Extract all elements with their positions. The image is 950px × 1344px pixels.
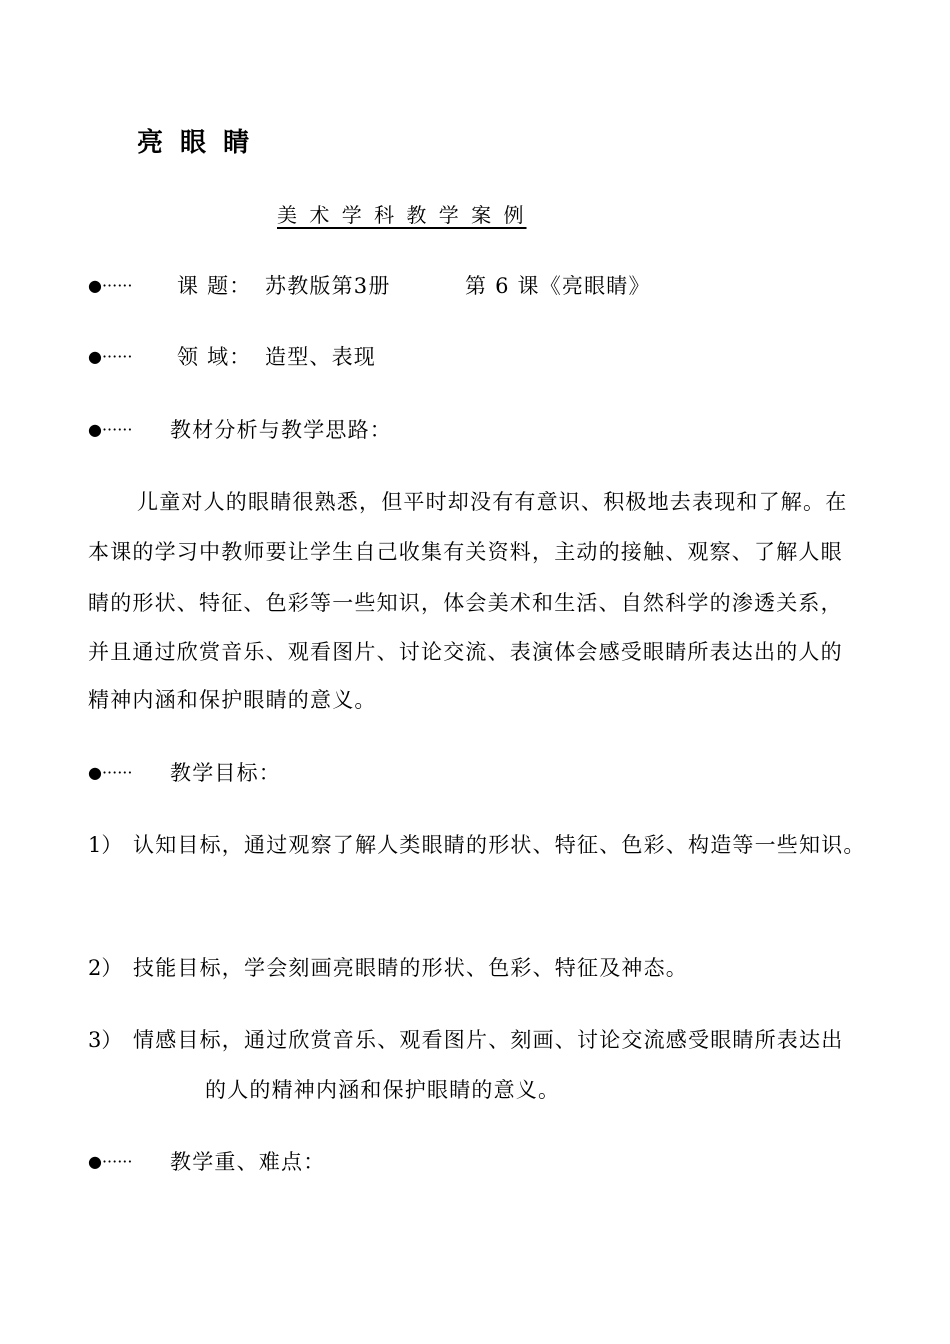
topic-label: 课 题：: [177, 274, 252, 298]
bullet-marker-analysis: ●······: [88, 420, 133, 439]
key-points-heading: 教学重、难点：: [170, 1150, 326, 1174]
objective-text: 认知目标，通过观察了解人类眼睛的形状、特征、色彩、构造等一些知识。: [133, 833, 866, 857]
paragraph-line: 儿童对人的眼睛很熟悉，但平时却没有有意识、积极地去表现和了解。在: [137, 490, 848, 514]
bullet-marker-objectives: ●······: [88, 763, 133, 782]
field-label: 领 域：: [177, 345, 252, 369]
paragraph-line: 本课的学习中教师要让学生自己收集有关资料，主动的接触、观察、了解人眼: [88, 540, 843, 564]
document-subtitle: 美 术 学 科 教 学 案 例: [277, 203, 527, 227]
bullet-marker-topic: ●······: [88, 276, 133, 295]
objective-text: 技能目标，学会刻画亮眼睛的形状、色彩、特征及神态。: [133, 956, 688, 980]
paragraph-line: 精神内涵和保护眼睛的意义。: [88, 688, 377, 712]
field-value: 造型、表现: [265, 345, 376, 369]
bullet-marker-key-points: ●······: [88, 1152, 133, 1171]
paragraph-line: 并且通过欣赏音乐、观看图片、讨论交流、表演体会感受眼睛所表达出的人的: [88, 640, 843, 664]
paragraph-line: 睛的形状、特征、色彩等一些知识，体会美术和生活、自然科学的渗透关系，: [88, 591, 843, 615]
objective-number: 3）: [88, 1028, 123, 1052]
analysis-heading: 教材分析与教学思路：: [170, 418, 392, 442]
objective-text-continuation: 的人的精神内涵和保护眼睛的意义。: [205, 1078, 561, 1102]
bullet-marker-field: ●······: [88, 347, 133, 366]
objective-number: 2）: [88, 956, 123, 980]
document-title: 亮 眼 睛: [137, 128, 254, 158]
topic-edition: 苏教版第3册: [265, 274, 391, 298]
objectives-heading: 教学目标：: [170, 761, 281, 785]
objective-number: 1）: [88, 833, 123, 857]
topic-lesson: 第 6 课《亮眼睛》: [465, 274, 651, 298]
objective-text: 情感目标，通过欣赏音乐、观看图片、刻画、讨论交流感受眼睛所表达出: [133, 1028, 844, 1052]
